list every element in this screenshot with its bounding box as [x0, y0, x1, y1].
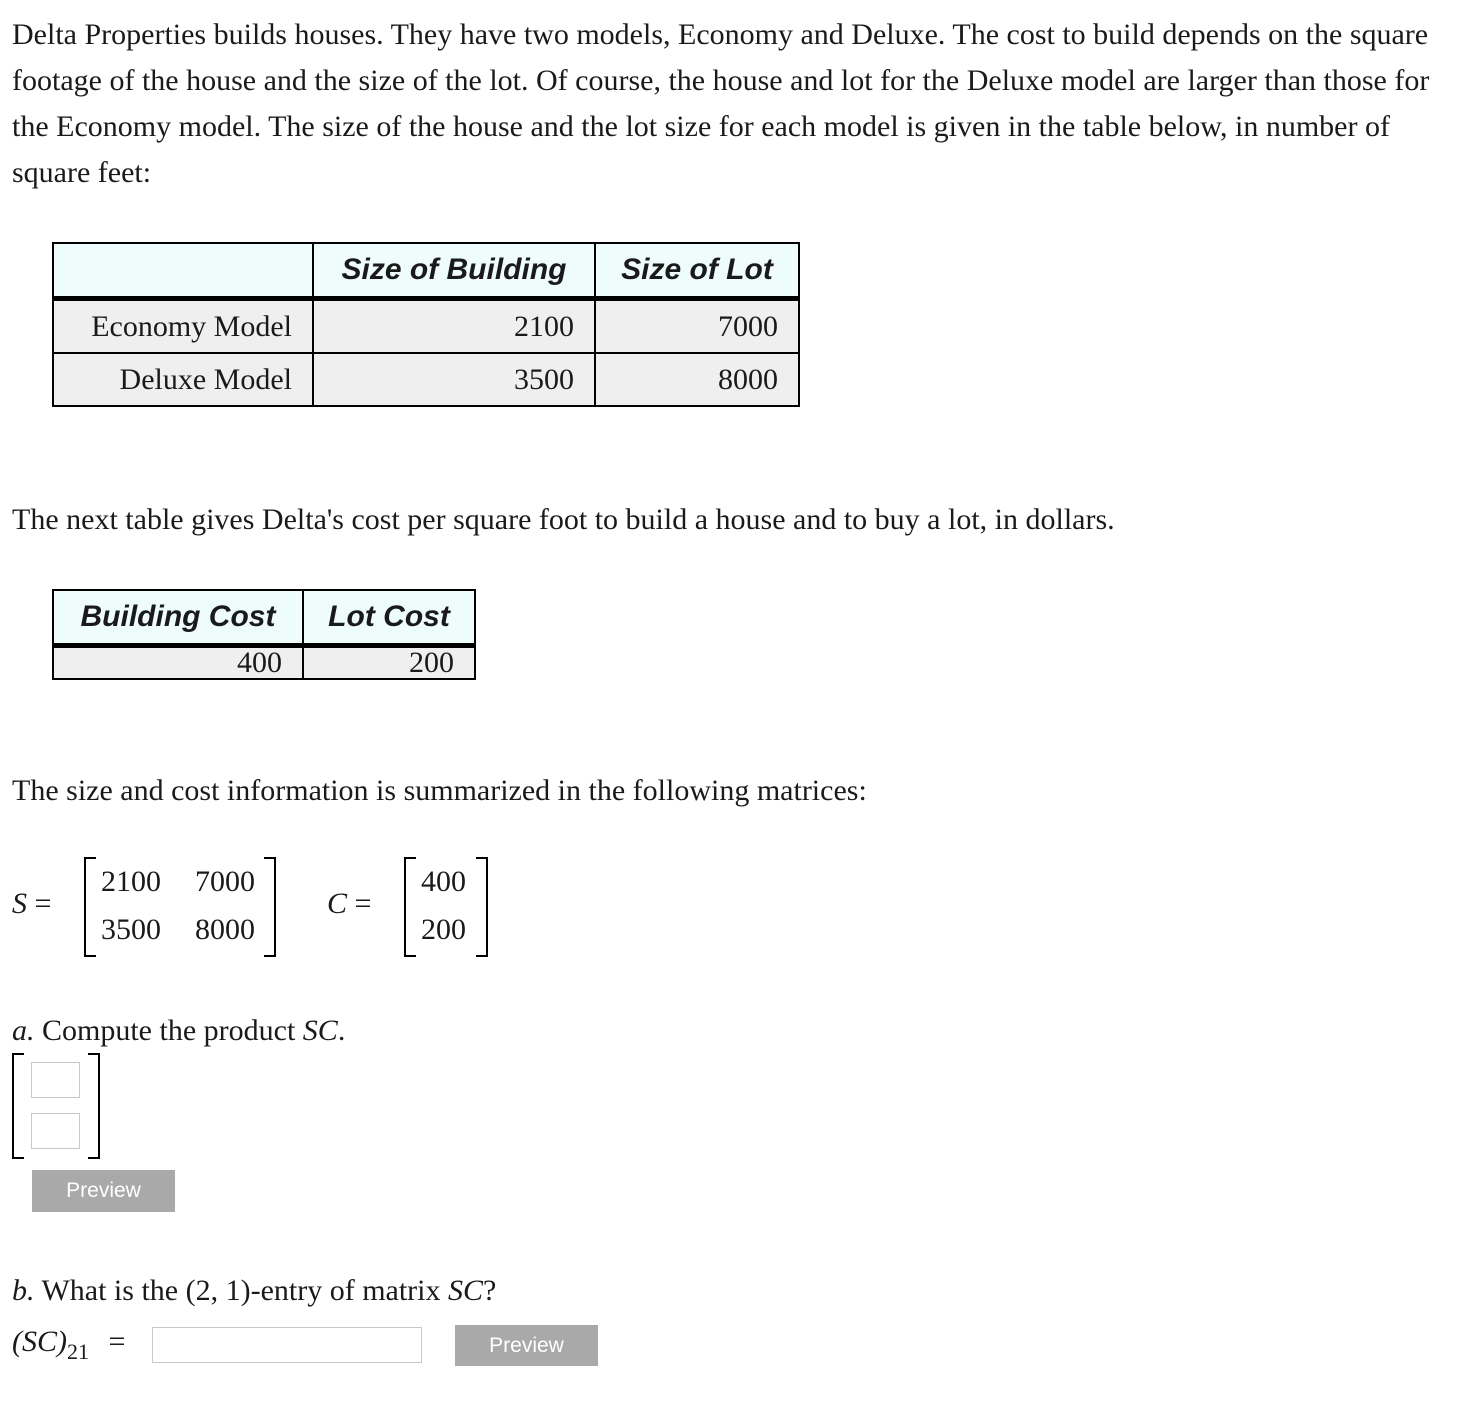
right-bracket [88, 1053, 100, 1159]
size-table-header-blank [53, 243, 313, 299]
equals-sign: = [34, 887, 52, 920]
part-b-expr: SC [448, 1274, 484, 1307]
part-b-end: ? [483, 1274, 497, 1307]
lot-size: 8000 [595, 353, 799, 406]
right-bracket [476, 857, 488, 957]
intro-paragraph: Delta Properties builds houses. They have two models, Economy and Deluxe. The cost to build depends on the square footage of the house and the size of the lot. Of course, the house and lot for the Deluxe model are larger than those for the Economy model. The size of the house and the lot size for each model is given in the table below, in number of square feet: [12, 18, 1430, 189]
part-a-question [12, 1008, 1452, 1054]
matrix-cell: 8000 [195, 913, 255, 946]
table-row [53, 646, 475, 680]
equals-sign: = [108, 1325, 126, 1358]
row-label: Deluxe Model [53, 353, 313, 406]
matrix-cell: 200 [421, 913, 466, 946]
lot-size: 7000 [595, 299, 799, 354]
building-size: 3500 [313, 353, 595, 406]
summary-text: The size and cost information is summarized in the following matrices: [12, 774, 867, 807]
part-a-expr: SC [302, 1014, 338, 1047]
building-size: 2100 [313, 299, 595, 354]
sc-symbol: (SC) [12, 1325, 67, 1358]
sc21-answer-input[interactable] [152, 1327, 422, 1363]
part-a-text: Compute the product [42, 1014, 296, 1047]
part-a-end: . [337, 1014, 346, 1047]
matrix-cell: 400 [421, 865, 466, 898]
preview-button-a[interactable]: Preview [32, 1170, 175, 1212]
table-row [53, 299, 799, 354]
matrix-c-symbol: C [327, 887, 348, 920]
matrix-cell: 2100 [101, 865, 161, 898]
matrix-cell: 3500 [101, 913, 161, 946]
matrix-c [404, 857, 488, 957]
answer-input-row2[interactable] [31, 1113, 80, 1149]
matrix-c-label [327, 887, 371, 921]
part-b-letter: b. [12, 1274, 35, 1307]
row-label: Economy Model [53, 299, 313, 354]
matrix-cell: 7000 [195, 865, 255, 898]
cost-table-header-lot: Lot Cost [303, 590, 475, 646]
matrix-s-symbol: S [12, 887, 27, 920]
part-a-letter: a. [12, 1014, 35, 1047]
building-cost: 400 [53, 646, 303, 680]
cost-table-header-building: Building Cost [53, 590, 303, 646]
equals-sign: = [354, 887, 372, 920]
subscript: 21 [67, 1339, 89, 1364]
matrix-s-label [12, 887, 51, 921]
left-bracket [84, 857, 96, 957]
lot-cost: 200 [303, 646, 475, 680]
preview-button-b[interactable]: Preview [455, 1325, 598, 1366]
matrix-s [84, 857, 276, 957]
sc21-label [12, 1325, 126, 1364]
size-table [52, 242, 800, 407]
answer-input-row1[interactable] [31, 1062, 80, 1098]
left-bracket [404, 857, 416, 957]
part-b-text: What is the (2, 1)-entry of matrix [41, 1274, 441, 1307]
left-bracket [12, 1053, 24, 1159]
size-table-header-lot: Size of Lot [595, 243, 799, 299]
size-table-header-building: Size of Building [313, 243, 595, 299]
right-bracket [264, 857, 276, 957]
cost-intro: The next table gives Delta's cost per square foot to build a house and to buy a lot, in dollars. [12, 503, 1115, 536]
table-row [53, 353, 799, 406]
cost-table [52, 589, 476, 680]
part-b-question [12, 1268, 1452, 1314]
